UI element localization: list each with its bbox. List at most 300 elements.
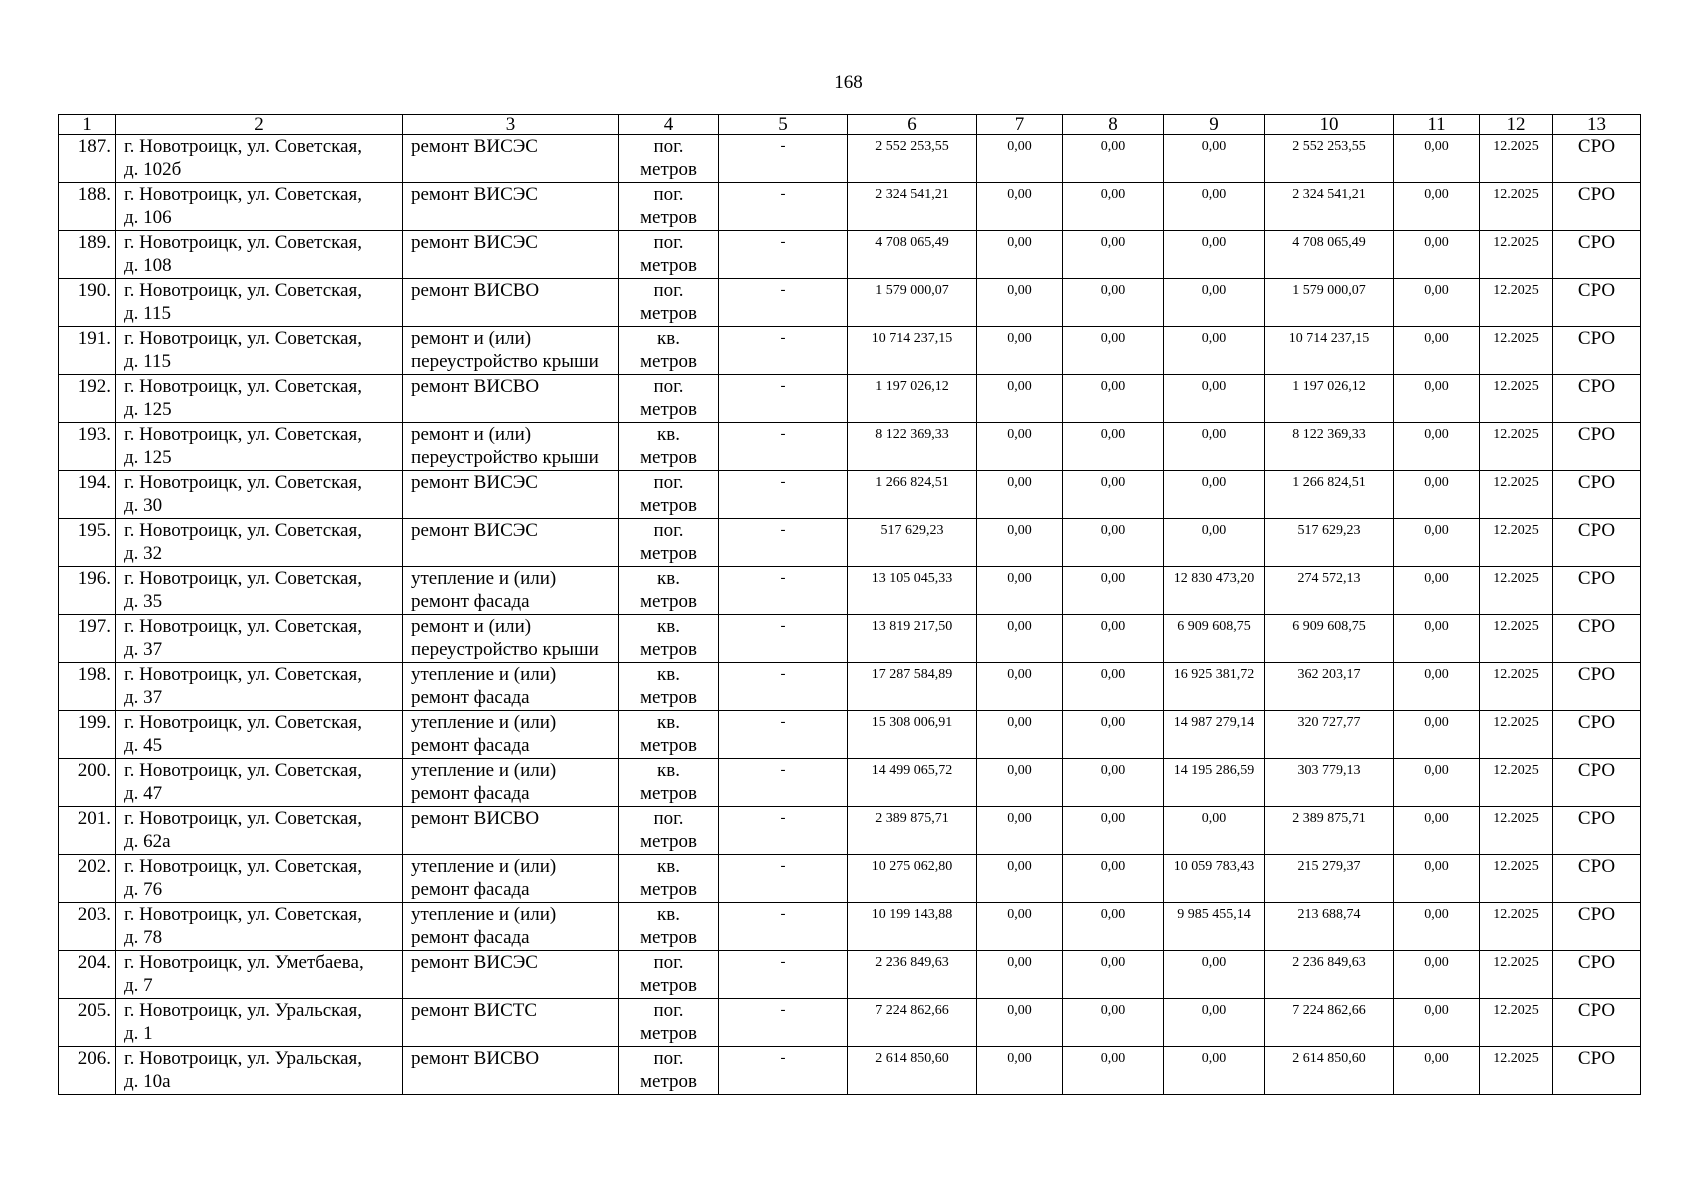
total-cost-cell: 13 819 217,50 <box>848 615 977 663</box>
unit-cell <box>619 1047 719 1095</box>
col8-cell: 0,00 <box>1063 807 1164 855</box>
col11-cell: 0,00 <box>1394 951 1480 999</box>
address-cell <box>116 567 403 615</box>
unit-line-1: пог. <box>653 376 684 397</box>
row-number: 192. <box>59 375 116 423</box>
work-type-cell <box>403 183 619 231</box>
col10-cell: 274 572,13 <box>1265 567 1394 615</box>
unit-line-1: пог. <box>653 232 684 253</box>
work-type-line-2: ремонт фасада <box>411 927 530 948</box>
total-cost-cell: 2 552 253,55 <box>848 135 977 183</box>
row-number: 187. <box>59 135 116 183</box>
unit-cell <box>619 183 719 231</box>
col11-cell: 0,00 <box>1394 519 1480 567</box>
address-cell <box>116 183 403 231</box>
total-cost-cell: 10 714 237,15 <box>848 327 977 375</box>
table-row <box>59 327 1641 375</box>
work-type-line-1: ремонт ВИСЭС <box>411 184 538 205</box>
source-cell: СРО <box>1553 663 1641 711</box>
unit-line-2: метров <box>640 735 697 756</box>
unit-line-1: пог. <box>653 184 684 205</box>
deadline-cell: 12.2025 <box>1480 615 1553 663</box>
work-type-line-1: ремонт и (или) <box>411 616 532 637</box>
unit-line-1: кв. <box>657 760 680 781</box>
unit-cell <box>619 231 719 279</box>
col5-cell: - <box>719 663 848 711</box>
unit-line-2: метров <box>640 1071 697 1092</box>
col5-cell: - <box>719 999 848 1047</box>
address-line-1: г. Новотроицк, ул. Советская, <box>124 424 363 445</box>
col11-cell: 0,00 <box>1394 135 1480 183</box>
unit-line-2: метров <box>640 975 697 996</box>
unit-line-2: метров <box>640 495 697 516</box>
total-cost-cell: 2 389 875,71 <box>848 807 977 855</box>
deadline-cell: 12.2025 <box>1480 1047 1553 1095</box>
address-cell <box>116 951 403 999</box>
total-cost-cell: 1 197 026,12 <box>848 375 977 423</box>
address-cell <box>116 807 403 855</box>
deadline-cell: 12.2025 <box>1480 903 1553 951</box>
address-line-2: д. 115 <box>124 351 171 372</box>
column-header-13: 13 <box>1553 115 1641 135</box>
deadline-cell: 12.2025 <box>1480 231 1553 279</box>
table-row <box>59 231 1641 279</box>
col10-cell: 2 614 850,60 <box>1265 1047 1394 1095</box>
source-cell: СРО <box>1553 375 1641 423</box>
address-line-2: д. 62а <box>124 831 171 852</box>
col9-cell: 0,00 <box>1164 231 1265 279</box>
row-number: 196. <box>59 567 116 615</box>
work-type-line-1: ремонт и (или) <box>411 424 532 445</box>
col10-cell: 215 279,37 <box>1265 855 1394 903</box>
source-cell: СРО <box>1553 423 1641 471</box>
col7-cell: 0,00 <box>977 615 1063 663</box>
table-row <box>59 471 1641 519</box>
source-cell: СРО <box>1553 1047 1641 1095</box>
col8-cell: 0,00 <box>1063 423 1164 471</box>
unit-line-1: пог. <box>653 808 684 829</box>
work-type-line-2: ремонт фасада <box>411 783 530 804</box>
address-line-2: д. 78 <box>124 927 163 948</box>
address-line-2: д. 10а <box>124 1071 171 1092</box>
unit-line-2: метров <box>640 1023 697 1044</box>
unit-cell <box>619 855 719 903</box>
address-cell <box>116 375 403 423</box>
address-cell <box>116 903 403 951</box>
work-type-line-2: ремонт фасада <box>411 879 530 900</box>
col7-cell: 0,00 <box>977 855 1063 903</box>
col9-cell: 0,00 <box>1164 807 1265 855</box>
col7-cell: 0,00 <box>977 903 1063 951</box>
deadline-cell: 12.2025 <box>1480 375 1553 423</box>
row-number: 201. <box>59 807 116 855</box>
address-line-1: г. Новотроицк, ул. Советская, <box>124 184 363 205</box>
unit-cell <box>619 327 719 375</box>
address-line-2: д. 7 <box>124 975 153 996</box>
source-cell: СРО <box>1553 135 1641 183</box>
col10-cell: 2 324 541,21 <box>1265 183 1394 231</box>
col10-cell: 8 122 369,33 <box>1265 423 1394 471</box>
work-type-line-1: ремонт ВИСВО <box>411 1048 540 1069</box>
work-type-cell <box>403 807 619 855</box>
col10-cell: 4 708 065,49 <box>1265 231 1394 279</box>
unit-line-2: метров <box>640 399 697 420</box>
col5-cell: - <box>719 759 848 807</box>
unit-line-1: пог. <box>653 1048 684 1069</box>
unit-line-2: метров <box>640 303 697 324</box>
unit-line-2: метров <box>640 927 697 948</box>
total-cost-cell: 13 105 045,33 <box>848 567 977 615</box>
col8-cell: 0,00 <box>1063 135 1164 183</box>
unit-line-2: метров <box>640 639 697 660</box>
table-row <box>59 135 1641 183</box>
work-type-line-2: ремонт фасада <box>411 591 530 612</box>
unit-line-2: метров <box>640 591 697 612</box>
col10-cell: 1 197 026,12 <box>1265 375 1394 423</box>
work-type-line-2: переустройство крыши <box>411 447 599 468</box>
col5-cell: - <box>719 519 848 567</box>
work-type-line-1: утепление и (или) <box>411 904 557 925</box>
col5-cell: - <box>719 855 848 903</box>
unit-line-1: кв. <box>657 856 680 877</box>
address-line-1: г. Новотроицк, ул. Советская, <box>124 568 363 589</box>
address-line-1: г. Новотроицк, ул. Советская, <box>124 328 363 349</box>
column-header-12: 12 <box>1480 115 1553 135</box>
col9-cell: 0,00 <box>1164 183 1265 231</box>
deadline-cell: 12.2025 <box>1480 999 1553 1047</box>
col10-cell: 2 389 875,71 <box>1265 807 1394 855</box>
col5-cell: - <box>719 951 848 999</box>
work-type-cell <box>403 471 619 519</box>
row-number: 199. <box>59 711 116 759</box>
col7-cell: 0,00 <box>977 1047 1063 1095</box>
address-line-1: г. Новотроицк, ул. Советская, <box>124 520 363 541</box>
table-header <box>59 115 1641 135</box>
source-cell: СРО <box>1553 471 1641 519</box>
column-header-4: 4 <box>619 115 719 135</box>
work-type-line-2: ремонт фасада <box>411 735 530 756</box>
table-row <box>59 615 1641 663</box>
row-number: 190. <box>59 279 116 327</box>
work-type-line-1: ремонт ВИСВО <box>411 280 540 301</box>
address-line-1: г. Новотроицк, ул. Советская, <box>124 712 363 733</box>
unit-cell <box>619 807 719 855</box>
col7-cell: 0,00 <box>977 135 1063 183</box>
table-row <box>59 183 1641 231</box>
source-cell: СРО <box>1553 951 1641 999</box>
col5-cell: - <box>719 903 848 951</box>
col8-cell: 0,00 <box>1063 183 1164 231</box>
deadline-cell: 12.2025 <box>1480 951 1553 999</box>
col9-cell: 6 909 608,75 <box>1164 615 1265 663</box>
unit-line-1: кв. <box>657 904 680 925</box>
col9-cell: 10 059 783,43 <box>1164 855 1265 903</box>
total-cost-cell: 7 224 862,66 <box>848 999 977 1047</box>
work-type-line-1: ремонт ВИСЭС <box>411 232 538 253</box>
col8-cell: 0,00 <box>1063 471 1164 519</box>
col8-cell: 0,00 <box>1063 375 1164 423</box>
col11-cell: 0,00 <box>1394 807 1480 855</box>
unit-line-2: метров <box>640 879 697 900</box>
table-row <box>59 903 1641 951</box>
work-type-cell <box>403 999 619 1047</box>
row-number: 194. <box>59 471 116 519</box>
address-line-1: г. Новотроицк, ул. Советская, <box>124 616 363 637</box>
address-line-1: г. Новотроицк, ул. Уральская, <box>124 1048 363 1069</box>
work-type-line-1: ремонт ВИСЭС <box>411 136 538 157</box>
row-number: 204. <box>59 951 116 999</box>
address-cell <box>116 135 403 183</box>
work-type-line-1: ремонт ВИСЭС <box>411 472 538 493</box>
address-line-2: д. 102б <box>124 159 182 180</box>
deadline-cell: 12.2025 <box>1480 471 1553 519</box>
address-cell <box>116 519 403 567</box>
col10-cell: 517 629,23 <box>1265 519 1394 567</box>
col9-cell: 0,00 <box>1164 999 1265 1047</box>
row-number: 198. <box>59 663 116 711</box>
unit-line-1: кв. <box>657 616 680 637</box>
col7-cell: 0,00 <box>977 471 1063 519</box>
col11-cell: 0,00 <box>1394 279 1480 327</box>
unit-line-1: кв. <box>657 664 680 685</box>
total-cost-cell: 2 614 850,60 <box>848 1047 977 1095</box>
row-number: 202. <box>59 855 116 903</box>
col8-cell: 0,00 <box>1063 855 1164 903</box>
work-type-cell <box>403 567 619 615</box>
work-type-cell <box>403 663 619 711</box>
row-number: 191. <box>59 327 116 375</box>
address-line-2: д. 1 <box>124 1023 153 1044</box>
unit-line-2: метров <box>640 831 697 852</box>
col10-cell: 7 224 862,66 <box>1265 999 1394 1047</box>
col10-cell: 10 714 237,15 <box>1265 327 1394 375</box>
table-row <box>59 423 1641 471</box>
column-header-8: 8 <box>1063 115 1164 135</box>
total-cost-cell: 517 629,23 <box>848 519 977 567</box>
col9-cell: 14 987 279,14 <box>1164 711 1265 759</box>
col9-cell: 0,00 <box>1164 519 1265 567</box>
work-type-cell <box>403 855 619 903</box>
row-number: 197. <box>59 615 116 663</box>
work-type-line-2: переустройство крыши <box>411 639 599 660</box>
unit-line-2: метров <box>640 687 697 708</box>
work-type-cell <box>403 135 619 183</box>
col11-cell: 0,00 <box>1394 759 1480 807</box>
col11-cell: 0,00 <box>1394 375 1480 423</box>
address-line-1: г. Новотроицк, ул. Уральская, <box>124 1000 363 1021</box>
col11-cell: 0,00 <box>1394 615 1480 663</box>
work-type-cell <box>403 327 619 375</box>
unit-line-2: метров <box>640 447 697 468</box>
work-type-cell <box>403 615 619 663</box>
address-cell <box>116 663 403 711</box>
column-header-11: 11 <box>1394 115 1480 135</box>
deadline-cell: 12.2025 <box>1480 519 1553 567</box>
column-header-1: 1 <box>59 115 116 135</box>
col7-cell: 0,00 <box>977 999 1063 1047</box>
address-line-1: г. Новотроицк, ул. Советская, <box>124 856 363 877</box>
address-line-2: д. 125 <box>124 399 172 420</box>
col10-cell: 1 266 824,51 <box>1265 471 1394 519</box>
col11-cell: 0,00 <box>1394 327 1480 375</box>
address-line-1: г. Новотроицк, ул. Советская, <box>124 280 363 301</box>
column-header-10: 10 <box>1265 115 1394 135</box>
unit-cell <box>619 759 719 807</box>
col9-cell: 16 925 381,72 <box>1164 663 1265 711</box>
table-body <box>59 135 1641 1095</box>
unit-line-1: пог. <box>653 280 684 301</box>
unit-cell <box>619 903 719 951</box>
col11-cell: 0,00 <box>1394 183 1480 231</box>
table-row <box>59 1047 1641 1095</box>
col9-cell: 0,00 <box>1164 471 1265 519</box>
address-cell <box>116 855 403 903</box>
source-cell: СРО <box>1553 903 1641 951</box>
row-number: 193. <box>59 423 116 471</box>
deadline-cell: 12.2025 <box>1480 711 1553 759</box>
work-type-cell <box>403 231 619 279</box>
address-line-2: д. 35 <box>124 591 163 612</box>
unit-line-1: кв. <box>657 568 680 589</box>
deadline-cell: 12.2025 <box>1480 855 1553 903</box>
col11-cell: 0,00 <box>1394 231 1480 279</box>
unit-cell <box>619 375 719 423</box>
column-header-3: 3 <box>403 115 619 135</box>
col9-cell: 9 985 455,14 <box>1164 903 1265 951</box>
deadline-cell: 12.2025 <box>1480 135 1553 183</box>
col9-cell: 0,00 <box>1164 1047 1265 1095</box>
address-line-1: г. Новотроицк, ул. Советская, <box>124 232 363 253</box>
col7-cell: 0,00 <box>977 567 1063 615</box>
table-row <box>59 567 1641 615</box>
work-type-line-1: утепление и (или) <box>411 760 557 781</box>
source-cell: СРО <box>1553 711 1641 759</box>
address-cell <box>116 423 403 471</box>
column-number-row <box>59 115 1641 135</box>
col8-cell: 0,00 <box>1063 279 1164 327</box>
address-line-1: г. Новотроицк, ул. Советская, <box>124 664 363 685</box>
address-line-1: г. Новотроицк, ул. Советская, <box>124 760 363 781</box>
deadline-cell: 12.2025 <box>1480 663 1553 711</box>
source-cell: СРО <box>1553 855 1641 903</box>
work-type-line-1: ремонт ВИСВО <box>411 808 540 829</box>
col9-cell: 12 830 473,20 <box>1164 567 1265 615</box>
col10-cell: 303 779,13 <box>1265 759 1394 807</box>
source-cell: СРО <box>1553 615 1641 663</box>
col9-cell: 0,00 <box>1164 279 1265 327</box>
col8-cell: 0,00 <box>1063 663 1164 711</box>
work-type-line-1: ремонт ВИСЭС <box>411 520 538 541</box>
address-line-2: д. 37 <box>124 687 163 708</box>
address-cell <box>116 327 403 375</box>
col5-cell: - <box>719 615 848 663</box>
total-cost-cell: 8 122 369,33 <box>848 423 977 471</box>
address-cell <box>116 711 403 759</box>
unit-cell <box>619 279 719 327</box>
row-number: 200. <box>59 759 116 807</box>
unit-line-1: кв. <box>657 424 680 445</box>
table-row <box>59 711 1641 759</box>
source-cell: СРО <box>1553 183 1641 231</box>
col7-cell: 0,00 <box>977 663 1063 711</box>
col7-cell: 0,00 <box>977 759 1063 807</box>
col8-cell: 0,00 <box>1063 1047 1164 1095</box>
total-cost-cell: 10 199 143,88 <box>848 903 977 951</box>
column-header-6: 6 <box>848 115 977 135</box>
col5-cell: - <box>719 711 848 759</box>
col9-cell: 14 195 286,59 <box>1164 759 1265 807</box>
table-row <box>59 951 1641 999</box>
col11-cell: 0,00 <box>1394 711 1480 759</box>
address-line-1: г. Новотроицк, ул. Советская, <box>124 472 363 493</box>
unit-line-1: кв. <box>657 328 680 349</box>
work-type-cell <box>403 759 619 807</box>
col5-cell: - <box>719 471 848 519</box>
address-cell <box>116 279 403 327</box>
unit-cell <box>619 519 719 567</box>
source-cell: СРО <box>1553 519 1641 567</box>
col9-cell: 0,00 <box>1164 375 1265 423</box>
row-number: 203. <box>59 903 116 951</box>
work-type-cell <box>403 423 619 471</box>
col8-cell: 0,00 <box>1063 567 1164 615</box>
address-cell <box>116 231 403 279</box>
col11-cell: 0,00 <box>1394 663 1480 711</box>
work-type-line-1: утепление и (или) <box>411 712 557 733</box>
col7-cell: 0,00 <box>977 951 1063 999</box>
deadline-cell: 12.2025 <box>1480 279 1553 327</box>
total-cost-cell: 10 275 062,80 <box>848 855 977 903</box>
deadline-cell: 12.2025 <box>1480 807 1553 855</box>
col10-cell: 6 909 608,75 <box>1265 615 1394 663</box>
address-line-1: г. Новотроицк, ул. Уметбаева, <box>124 952 364 973</box>
col11-cell: 0,00 <box>1394 567 1480 615</box>
total-cost-cell: 17 287 584,89 <box>848 663 977 711</box>
work-type-line-1: утепление и (или) <box>411 664 557 685</box>
col8-cell: 0,00 <box>1063 519 1164 567</box>
col9-cell: 0,00 <box>1164 135 1265 183</box>
deadline-cell: 12.2025 <box>1480 327 1553 375</box>
col7-cell: 0,00 <box>977 327 1063 375</box>
col7-cell: 0,00 <box>977 183 1063 231</box>
address-line-1: г. Новотроицк, ул. Советская, <box>124 904 363 925</box>
col9-cell: 0,00 <box>1164 327 1265 375</box>
unit-cell <box>619 135 719 183</box>
table-row <box>59 279 1641 327</box>
col11-cell: 0,00 <box>1394 423 1480 471</box>
col9-cell: 0,00 <box>1164 951 1265 999</box>
address-line-2: д. 45 <box>124 735 163 756</box>
source-cell: СРО <box>1553 279 1641 327</box>
unit-line-1: пог. <box>653 520 684 541</box>
row-number: 189. <box>59 231 116 279</box>
col7-cell: 0,00 <box>977 375 1063 423</box>
total-cost-cell: 4 708 065,49 <box>848 231 977 279</box>
row-number: 206. <box>59 1047 116 1095</box>
work-type-line-2: переустройство крыши <box>411 351 599 372</box>
work-type-line-1: ремонт ВИСЭС <box>411 952 538 973</box>
page-number: 168 <box>834 72 863 93</box>
source-cell: СРО <box>1553 327 1641 375</box>
col11-cell: 0,00 <box>1394 1047 1480 1095</box>
address-line-1: г. Новотроицк, ул. Советская, <box>124 136 363 157</box>
total-cost-cell: 1 266 824,51 <box>848 471 977 519</box>
unit-line-2: метров <box>640 255 697 276</box>
col5-cell: - <box>719 375 848 423</box>
unit-line-2: метров <box>640 543 697 564</box>
column-header-9: 9 <box>1164 115 1265 135</box>
address-cell <box>116 1047 403 1095</box>
